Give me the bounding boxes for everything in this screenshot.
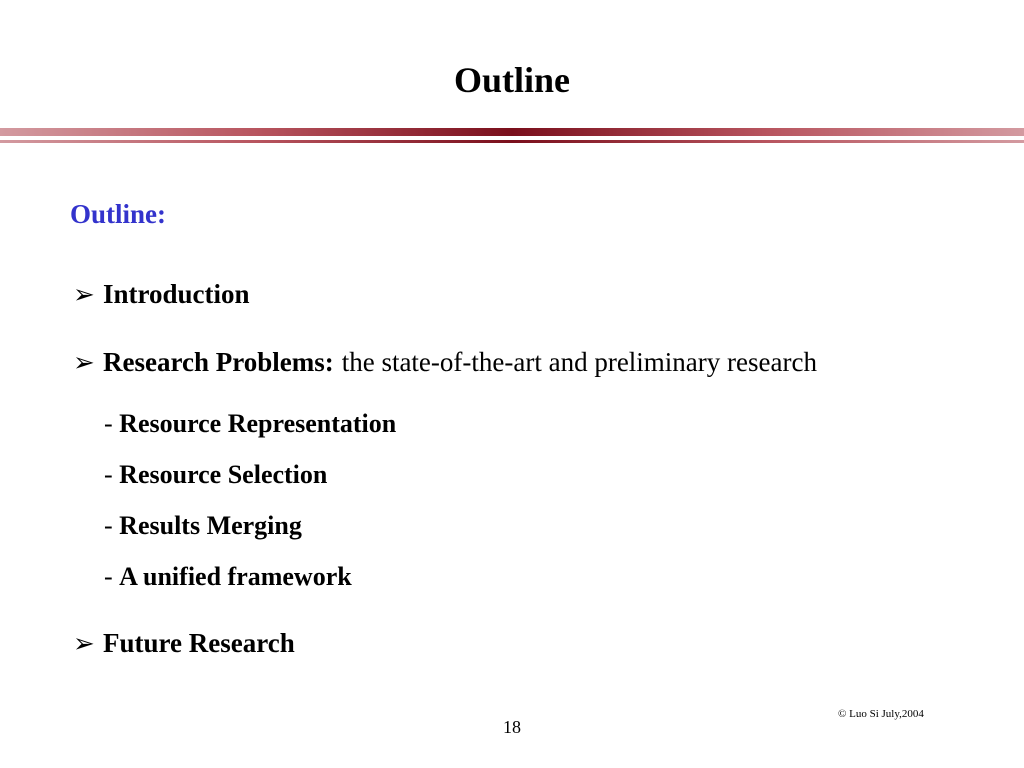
sub-item <box>104 511 302 541</box>
sub-item-dash: - <box>104 562 113 591</box>
bullet-label: Research Problems: <box>103 347 334 377</box>
arrow-bullet-icon: ➢ <box>73 348 95 378</box>
title-divider-thick <box>0 128 1024 136</box>
bullet-label: Future Research <box>103 628 295 658</box>
sub-item <box>104 409 396 439</box>
bullet-research-problems <box>73 346 817 379</box>
sub-item <box>104 460 327 490</box>
sub-item-label: Resource Selection <box>119 460 328 489</box>
sub-item-dash: - <box>104 511 113 540</box>
arrow-bullet-icon: ➢ <box>73 629 95 659</box>
bullet-label: Introduction <box>103 279 250 309</box>
bullet-future-research <box>73 627 295 660</box>
bullet-description: the state-of-the-art and preliminary research <box>341 347 817 377</box>
sub-item-label: A unified framework <box>119 562 352 591</box>
sub-item-label: Resource Representation <box>119 409 397 438</box>
page-number: 18 <box>503 717 521 737</box>
sub-item-label: Results Merging <box>119 511 302 540</box>
title-divider-thin <box>0 140 1024 143</box>
copyright-notice: © Luo Si July,2004 <box>838 708 924 720</box>
sub-item <box>104 562 352 592</box>
slide-title: Outline <box>453 60 570 100</box>
sub-item-dash: - <box>104 409 113 438</box>
sub-item-dash: - <box>104 460 113 489</box>
section-heading: Outline: <box>70 199 167 229</box>
bullet-introduction <box>73 278 250 311</box>
arrow-bullet-icon: ➢ <box>73 280 95 310</box>
